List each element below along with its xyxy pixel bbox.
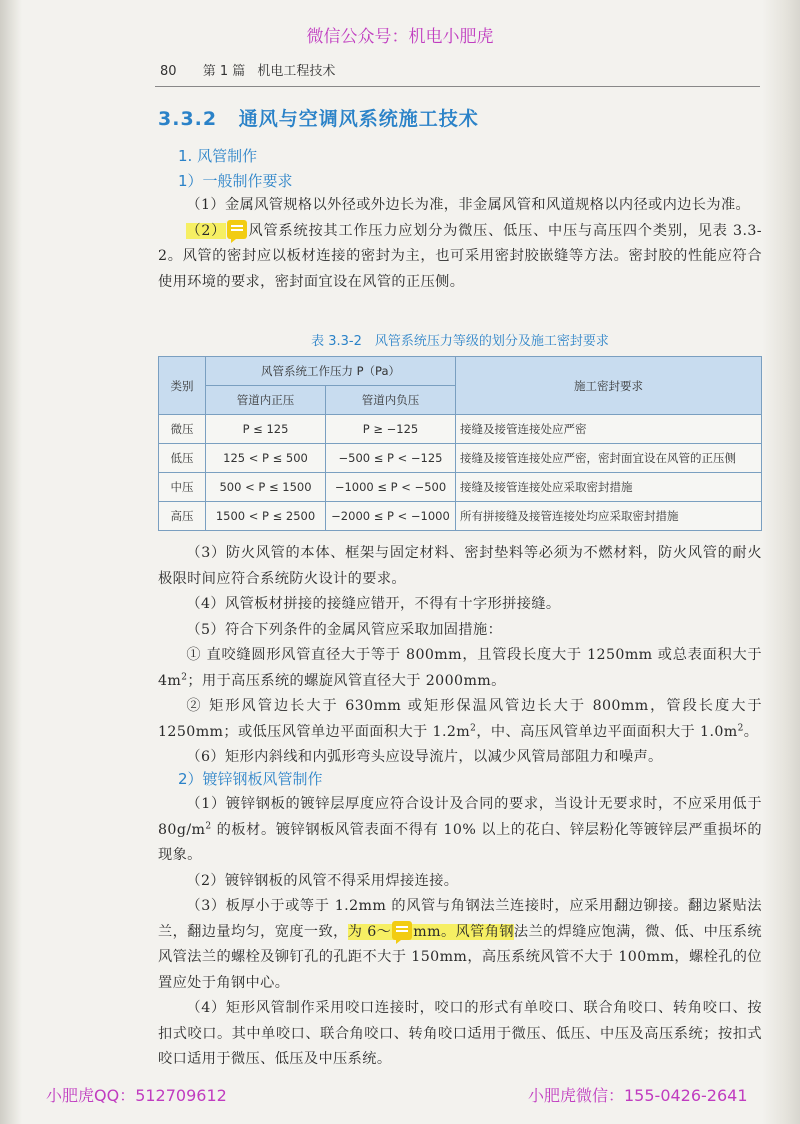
watermark-qq: 小肥虎QQ：512709612 (46, 1086, 227, 1105)
highlight-text (348, 924, 514, 940)
heading-duct-making: 1. 风管制作 (178, 147, 258, 165)
table-row (159, 473, 762, 502)
watermark-top: 微信公众号：机电小肥虎 (306, 27, 494, 47)
paragraph-3: （3）防火风管的本体、框架与固定材料、密封垫料等必须为不燃材料，防火风管的耐火极限时间应符合系统防火设计的要求。 (158, 545, 762, 587)
g1-text-2: 的板材。镀锌钢板风管表面不得有 10% 以上的花白、锌层粉化等镀锌层严重损坏的现象。 (158, 821, 762, 863)
running-head (160, 60, 760, 79)
p5a-text-2: ；用于高压系统的螺旋风管直径大于 2000mm。 (187, 672, 506, 689)
section-title (158, 104, 479, 131)
heading-general-requirements: 1）一般制作要求 (178, 172, 293, 190)
p5a-text-1: ① 直咬缝圆形风管直径大于等于 800mm，且管段长度大于 1250mm 或总表面积大于 4m (158, 647, 762, 689)
paragraph-g4: （4）矩形风管制作采用咬口连接时，咬口的形式有单咬口、联合角咬口、转角咬口、按扣式咬口。其中单咬口、联合角咬口、转角咬口适用于微压、低压、中压及高压系统；按扣式咬口适用于微压、低压及中压系统。 (158, 1000, 762, 1067)
part-label: 第 1 篇 (202, 64, 246, 79)
paragraph-block-1 (158, 193, 762, 295)
paragraph-g2: （2）镀锌钢板的风管不得采用焊接连接。 (186, 872, 459, 889)
comment-note-icon[interactable] (227, 220, 247, 239)
paragraph-block-2 (158, 541, 762, 771)
page-edge-right (762, 0, 800, 1124)
header-category: 类别 (159, 357, 206, 415)
cell-seal: 所有拼接缝及接管连接处均应采取密封措施 (456, 502, 762, 531)
page-number: 80 (160, 64, 177, 79)
cell-positive: 500 < P ≤ 1500 (206, 473, 326, 502)
p5b-text-3: 。 (743, 723, 759, 740)
table-row (159, 415, 762, 444)
p5b-text-2: ，中、高压风管单边平面面积大于 1.0m (476, 723, 738, 740)
cell-category: 高压 (159, 502, 206, 531)
paragraph-block-3 (158, 792, 762, 1073)
header-pressure: 风管系统工作压力 P（Pa） (206, 357, 456, 386)
cell-seal: 接缝及接管连接处应严密 (456, 415, 762, 444)
header-negative: 管道内负压 (326, 386, 456, 415)
g1-sup: 2 (205, 820, 212, 831)
cell-positive: 125 < P ≤ 500 (206, 444, 326, 473)
paragraph-5b (158, 694, 762, 745)
g3-highlight-1: 为 6～ (347, 923, 392, 940)
paragraph-5: （5）符合下列条件的金属风管应采取加固措施： (186, 621, 503, 638)
table-row (159, 444, 762, 473)
cell-category: 中压 (159, 473, 206, 502)
section-title-text: 通风与空调风系统施工技术 (238, 108, 479, 130)
paragraph-2 (158, 219, 762, 296)
paragraph-1: （1）金属风管规格以外径或外边长为准，非金属风管和风道规格以内径或内边长为准。 (186, 197, 751, 213)
paragraph-g1 (158, 792, 762, 869)
cell-category: 低压 (159, 444, 206, 473)
header-seal: 施工密封要求 (456, 357, 762, 415)
g1-text-1: （1）镀锌钢板的镀锌层厚度应符合设计及合同的要求，当设计无要求时，不应采用低于 80g/m (158, 796, 762, 838)
header-rule (155, 86, 760, 87)
g3-text-b: 法兰的焊缝应饱满，微、低、中压系统风管法兰的螺栓及铆钉孔的孔距不大于 150mm，高压系统风管不大于 100mm，螺栓孔的位置应处于角钢中心。 (158, 923, 762, 991)
cell-seal: 接缝及接管连接处应采取密封措施 (456, 473, 762, 502)
paragraph-6: （6）矩形内斜线和内弧形弯头应设导流片，以减少风管局部阻力和噪声。 (186, 749, 663, 765)
pressure-class-table (158, 356, 762, 531)
cell-category: 微压 (159, 415, 206, 444)
part-title: 机电工程技术 (257, 64, 336, 79)
p5b-text-1: ② 矩形风管边长大于 630mm 或矩形保温风管边长大于 800mm，管段长度大于 1250mm；或低压风管单边平面面积大于 1.2m (158, 698, 762, 740)
paragraph-2-text: 风管系统按其工作压力应划分为微压、低压、中压与高压四个类别，见表 3.3-2。风管的密封应以板材连接的密封为主，也可采用密封胶嵌缝等方法。密封胶的性能应符合使用环境的要求，密封面宜设在风管的正压侧。 (158, 222, 762, 290)
g3-highlight-2: mm。风管角钢 (413, 923, 514, 940)
table-row (159, 502, 762, 531)
heading-galvanized-duct: 2）镀锌钢板风管制作 (178, 770, 323, 788)
section-number: 3.3.2 (158, 108, 218, 130)
cell-negative: −2000 ≤ P < −1000 (326, 502, 456, 531)
cell-positive: P ≤ 125 (206, 415, 326, 444)
g3-text-a: （3）板厚小于或等于 1.2mm 的风管与角钢法兰连接时，应采用翻边铆接。翻边紧贴法兰，翻边量均匀，宽度一致， (158, 898, 762, 940)
table-caption: 表 3.3-2 风管系统压力等级的划分及施工密封要求 (311, 334, 609, 349)
paragraph-g3 (158, 894, 762, 996)
comment-note-icon[interactable] (392, 921, 412, 940)
watermark-wechat: 小肥虎微信：155-0426-2641 (528, 1086, 748, 1105)
cell-positive: 1500 < P ≤ 2500 (206, 502, 326, 531)
paragraph-5a (158, 643, 762, 694)
p5b-sup-1: 2 (470, 722, 477, 733)
cell-seal: 接缝及接管连接处应严密，密封面宜设在风管的正压侧 (456, 444, 762, 473)
highlight-lead: （2） (186, 222, 227, 239)
page-edge-left (0, 0, 22, 1124)
p5a-sup: 2 (181, 671, 188, 682)
cell-negative: −500 ≤ P < −125 (326, 444, 456, 473)
cell-negative: −1000 ≤ P < −500 (326, 473, 456, 502)
cell-negative: P ≥ −125 (326, 415, 456, 444)
p5b-sup-2: 2 (737, 722, 744, 733)
header-positive: 管道内正压 (206, 386, 326, 415)
paragraph-4: （4）风管板材拼接的接缝应错开，不得有十字形拼接缝。 (186, 596, 561, 612)
